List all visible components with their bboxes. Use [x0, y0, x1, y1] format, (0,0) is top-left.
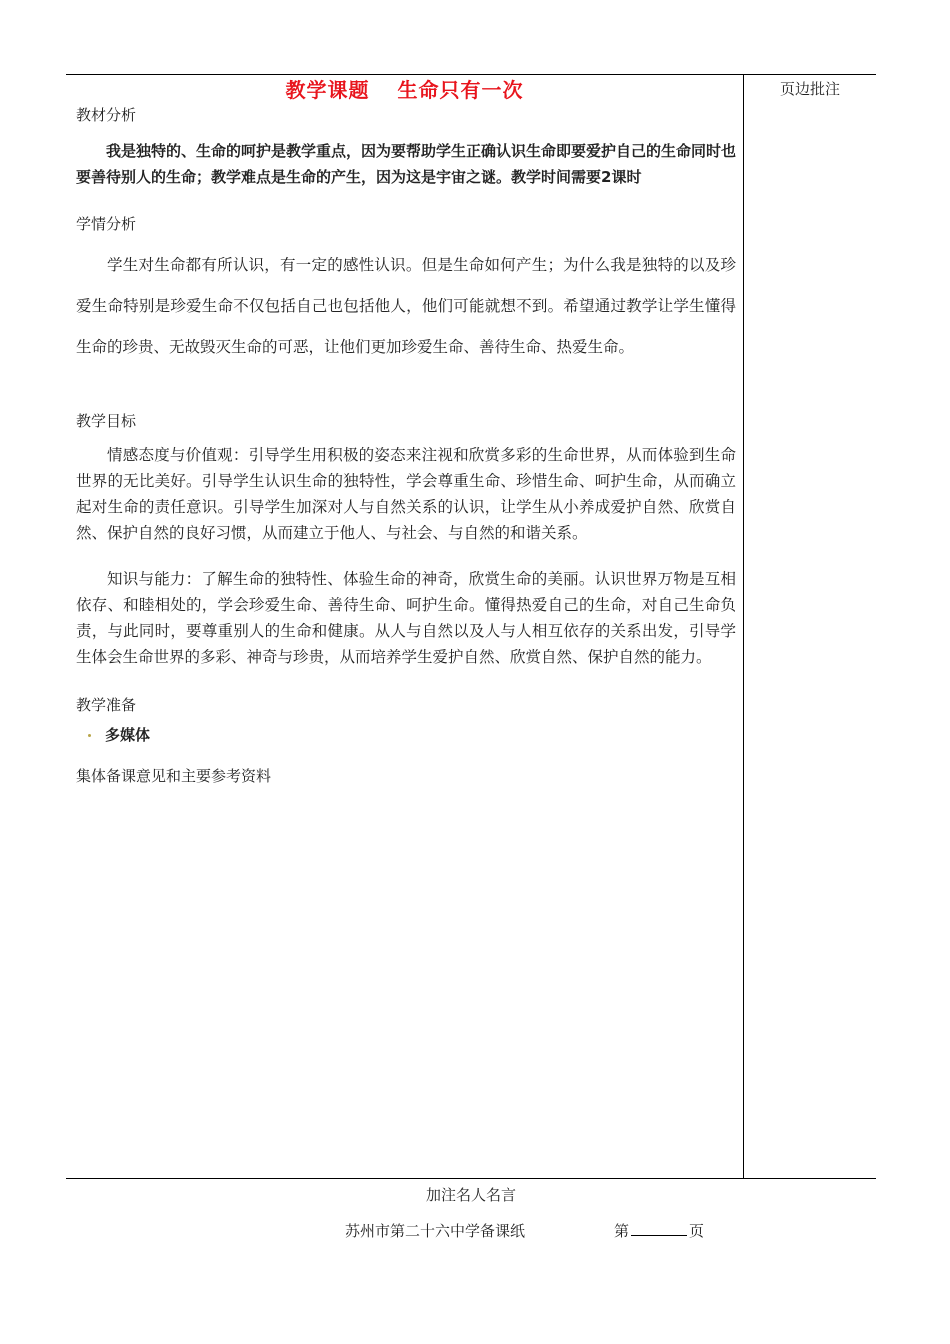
lesson-title	[66, 74, 743, 103]
lesson-title-text: 生命只有一次	[397, 78, 524, 102]
goals-heading: 教学目标	[76, 412, 137, 430]
margin-divider	[743, 74, 744, 1178]
analysis-text: 我是独特的、生命的呵护是教学重点，因为要帮助学生正确认识生命即要爱护自己的生命同时也要善待别人的生命；教学难点是生命的产生，因为这是宇宙之谜。教学时间需要2课时	[76, 142, 737, 186]
page-suffix: 页	[689, 1222, 705, 1240]
page-prefix: 第	[614, 1222, 630, 1240]
students-text: 学生对生命都有所认识，有一定的感性认识。但是生命如何产生；为什么我是独特的以及珍爱生命特别是珍爱生命不仅包括自己也包括他人，他们可能就想不到。希望通过教学让学生懂得生命的珍贵、无故毁灭生命的可恶，让他们更加珍爱生命、善待生命、热爱生命。	[76, 256, 736, 356]
lesson-title-label: 教学课题	[285, 78, 370, 102]
goals-emotion-text: 情感态度与价值观：引导学生用积极的姿态来注视和欣赏多彩的生命世界，从而体验到生命世界的无比美好。引导学生认识生命的独特性，学会尊重生命、珍惜生命、呵护生命，从而确立起对生命的责任意识。引导学生加深对人与自然关系的认识，让学生从小养成爱护自然、欣赏自然、保护自然的良好习惯，从而建立于他人、与社会、与自然的和谐关系。	[76, 446, 736, 542]
school-name: 苏州市第二十六中学备课纸	[345, 1222, 526, 1240]
analysis-heading: 教材分析	[76, 106, 137, 124]
margin-notes-label: 页边批注	[779, 80, 840, 98]
prep-item-text: 多媒体	[105, 726, 151, 744]
prep-item	[88, 724, 150, 745]
page-number	[614, 1220, 704, 1241]
page-number-blank	[631, 1221, 687, 1236]
students-heading: 学情分析	[76, 215, 137, 233]
collective-heading: 集体备课意见和主要参考资料	[76, 767, 272, 785]
goals-knowledge-text: 知识与能力：了解生命的独特性、体验生命的神奇，欣赏生命的美丽。认识世界万物是互相依存、和睦相处的，学会珍爱生命、善待生命、呵护生命。懂得热爱自己的生命，对自己生命负责，与此同时，要尊重别人的生命和健康。从人与自然以及人与人相互依存的关系出发，引导学生体会生命世界的多彩、神奇与珍贵，从而培养学生爱护自然、欣赏自然、保护自然的能力。	[76, 570, 736, 666]
prep-heading: 教学准备	[76, 696, 137, 714]
bottom-rule	[66, 1178, 876, 1179]
quote-label: 加注名人名言	[425, 1186, 516, 1204]
bullet-dot-icon	[88, 734, 91, 737]
